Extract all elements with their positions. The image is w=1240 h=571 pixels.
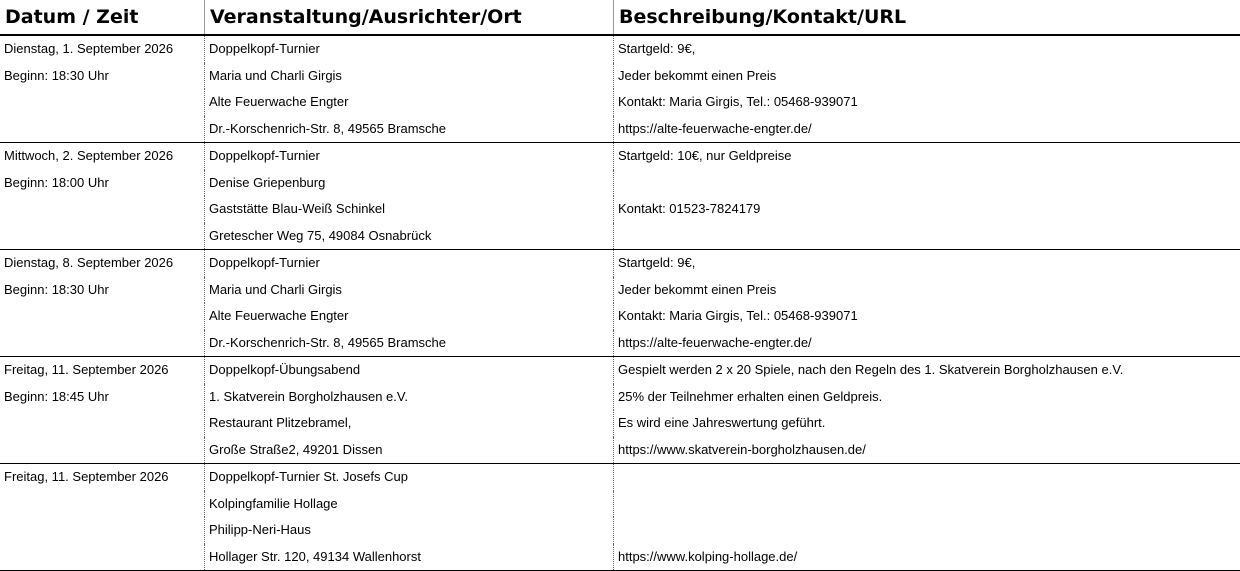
event-group [0,36,1240,143]
table-row [0,464,1240,491]
date-cell[interactable] [0,223,205,250]
table-body [0,36,1240,571]
table-row [0,491,1240,518]
table-row [0,303,1240,330]
description-cell[interactable]: Jeder bekommt einen Preis [618,281,777,297]
description-cell[interactable] [614,464,1240,491]
description-cell[interactable] [614,170,1240,197]
table-row [0,357,1240,384]
description-cell[interactable]: 25% der Teilnehmer erhalten einen Geldpreis. [618,388,883,404]
header-date[interactable]: Datum / Zeit [0,0,205,34]
date-cell[interactable]: Dienstag, 1. September 2026 [0,36,205,63]
table-row [0,517,1240,544]
date-cell[interactable]: Beginn: 18:00 Uhr [0,170,205,197]
description-cell[interactable]: Startgeld: 10€, nur Geldpreise [618,148,792,163]
description-cell[interactable] [614,491,1240,518]
table-row [0,223,1240,250]
date-cell[interactable] [0,437,205,464]
date-cell[interactable] [0,196,205,223]
table-row [0,196,1240,223]
description-cell[interactable]: Kontakt: Maria Girgis, Tel.: 05468-939071 [618,94,858,109]
event-cell[interactable]: Restaurant Plitzebramel, [205,410,614,437]
event-cell[interactable]: Maria und Charli Girgis [205,63,614,90]
date-cell[interactable]: Beginn: 18:30 Uhr [0,63,205,90]
event-cell[interactable]: Große Straße2, 49201 Dissen [205,437,614,464]
description-cell[interactable] [614,517,1240,544]
table-row [0,89,1240,116]
table-row [0,143,1240,170]
event-cell[interactable]: Dr.-Korschenrich-Str. 8, 49565 Bramsche [205,116,614,143]
date-cell[interactable]: Dienstag, 8. September 2026 [0,250,205,277]
description-cell[interactable]: Kontakt: Maria Girgis, Tel.: 05468-939071 [618,308,858,323]
description-cell[interactable]: https://alte-feuerwache-engter.de/ [618,334,812,350]
event-cell[interactable]: 1. Skatverein Borgholzhausen e.V. [205,384,614,411]
table-row [0,330,1240,357]
description-cell[interactable]: https://www.skatverein-borgholzhausen.de/ [618,441,866,457]
table-row [0,437,1240,464]
event-cell[interactable]: Alte Feuerwache Engter [205,303,614,330]
header-row [0,0,1240,36]
event-cell[interactable]: Doppelkopf-Turnier [205,36,614,63]
description-cell[interactable]: Startgeld: 9€, [618,41,696,56]
date-cell[interactable]: Freitag, 11. September 2026 [0,464,205,491]
event-group [0,464,1240,571]
event-cell[interactable]: Dr.-Korschenrich-Str. 8, 49565 Bramsche [205,330,614,357]
event-group [0,250,1240,357]
date-cell[interactable] [0,491,205,518]
table-row [0,170,1240,197]
event-group [0,357,1240,464]
event-cell[interactable]: Doppelkopf-Turnier [205,250,614,277]
table-row [0,250,1240,277]
table-row [0,63,1240,90]
date-cell[interactable] [0,303,205,330]
date-cell[interactable] [0,330,205,357]
description-cell[interactable]: https://www.kolping-hollage.de/ [618,548,798,564]
date-cell[interactable]: Beginn: 18:30 Uhr [0,277,205,304]
date-cell[interactable] [0,410,205,437]
event-cell[interactable]: Maria und Charli Girgis [205,277,614,304]
table-row [0,277,1240,304]
date-cell[interactable] [0,116,205,143]
event-cell[interactable]: Doppelkopf-Turnier [205,143,614,170]
date-cell[interactable] [0,89,205,116]
table-row [0,384,1240,411]
description-cell[interactable] [614,223,1240,250]
description-cell[interactable]: https://alte-feuerwache-engter.de/ [618,120,812,136]
event-cell[interactable]: Gretescher Weg 75, 49084 Osnabrück [205,223,614,250]
event-cell[interactable]: Kolpingfamilie Hollage [205,491,614,518]
description-cell[interactable]: Jeder bekommt einen Preis [618,67,777,83]
event-cell[interactable]: Philipp-Neri-Haus [205,517,614,544]
table-row [0,410,1240,437]
table-row [0,116,1240,143]
table-row [0,36,1240,63]
event-cell[interactable]: Denise Griepenburg [205,170,614,197]
event-cell[interactable]: Hollager Str. 120, 49134 Wallenhorst [205,544,614,571]
date-cell[interactable] [0,517,205,544]
event-cell[interactable]: Doppelkopf-Übungsabend [205,357,614,384]
date-cell[interactable]: Beginn: 18:45 Uhr [0,384,205,411]
description-cell[interactable]: Startgeld: 9€, [618,255,696,270]
event-cell[interactable]: Alte Feuerwache Engter [205,89,614,116]
event-cell[interactable]: Doppelkopf-Turnier St. Josefs Cup [205,464,614,491]
date-cell[interactable]: Mittwoch, 2. September 2026 [0,143,205,170]
date-cell[interactable] [0,544,205,571]
date-cell[interactable]: Freitag, 11. September 2026 [0,357,205,384]
description-cell[interactable]: Gespielt werden 2 x 20 Spiele, nach den Regeln des 1. Skatverein Borgholzhausen e.V. [618,362,1124,377]
header-event[interactable]: Veranstaltung/Ausrichter/Ort [205,0,614,34]
description-cell[interactable]: Es wird eine Jahreswertung geführt. [618,415,826,430]
table-row [0,544,1240,571]
header-description[interactable]: Beschreibung/Kontakt/URL [619,6,907,28]
description-cell[interactable]: Kontakt: 01523-7824179 [618,201,761,216]
event-group [0,143,1240,250]
event-cell[interactable]: Gaststätte Blau-Weiß Schinkel [205,196,614,223]
